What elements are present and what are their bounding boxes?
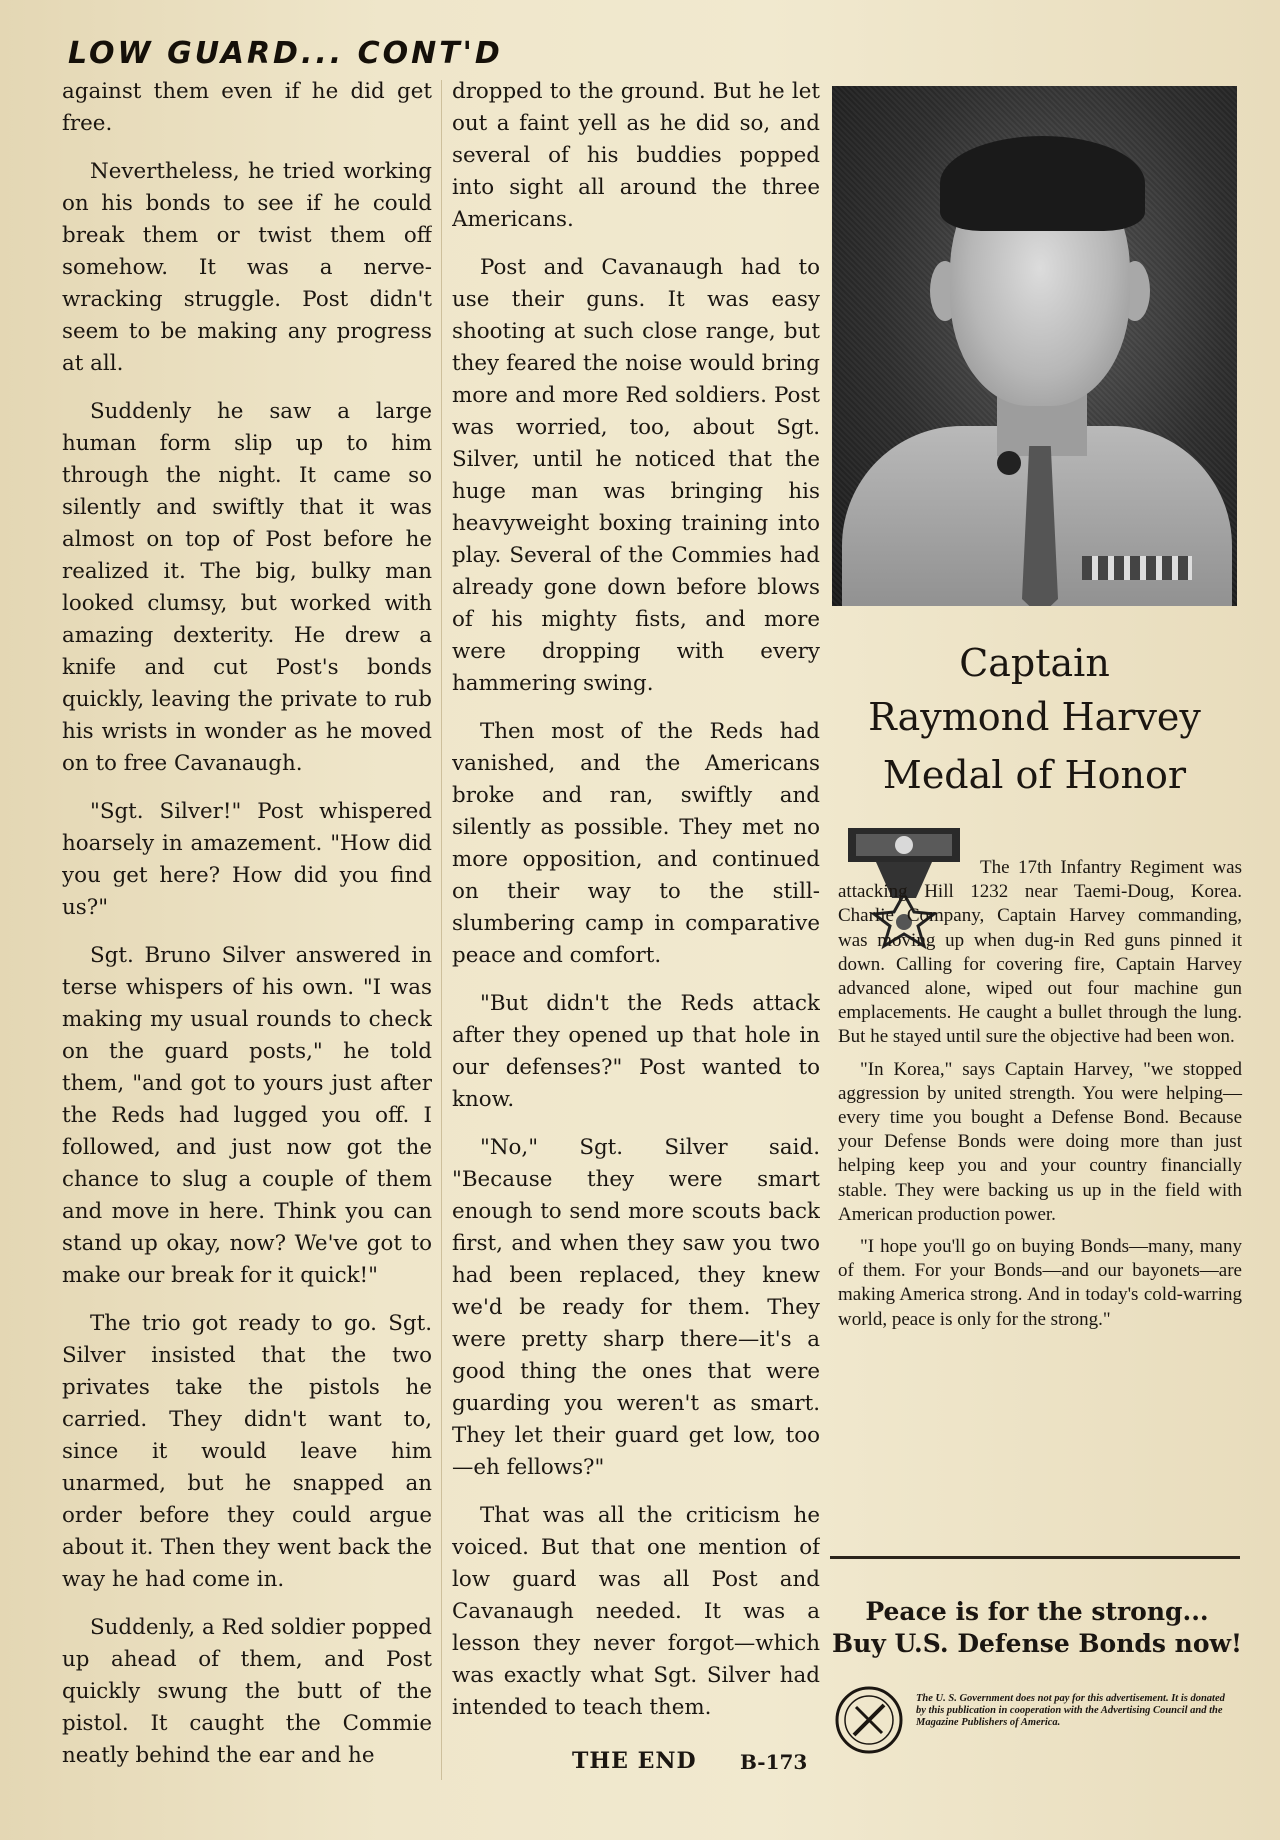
- story-column-2: [452, 76, 820, 1776]
- ad-title-rank: Captain: [959, 641, 1110, 685]
- ad-title-award: Medal of Honor: [882, 753, 1187, 797]
- story-end-label: THE END: [572, 1748, 697, 1774]
- story-paragraph: dropped to the ground. But he let out a faint yell as he did so, and several of his buddies popped into sight all around the three Americans.: [452, 79, 820, 232]
- ad-paragraph: "I hope you'll go on buying Bonds—many, many of them. For your Bonds—and our bayonets—are making America strong. And in today's cold-warring world, peace is only for the strong.": [838, 1236, 1242, 1330]
- story-paragraph: "No," Sgt. Silver said. "Because they were smart enough to send more scouts back first, and when they saw you two had been replaced, they knew we'd be ready for them. They were pretty sharp there—it's a good thing the ones that were guarding you weren't as smart. They let their guard get low, too—eh fellows?": [452, 1135, 820, 1480]
- ad-title-name: Raymond Harvey: [868, 695, 1201, 739]
- story-paragraph: That was all the criticism he voiced. But that one mention of low guard was all Post and Cavanaugh needed. It was a lesson they never forgot—which was exactly what Sgt. Silver had intended to teach them.: [452, 1503, 820, 1720]
- ad-paragraph: "In Korea," says Captain Harvey, "we stopped aggression by united strength. You were helping—every time you bought a Defense Bond. Because your Defense Bonds were doing more than just helping keep you and your country financially stable. They were backing us up in the field with American production power.: [838, 1058, 1242, 1225]
- story-paragraph: Suddenly he saw a large human form slip up to him through the night. It came so silently and swiftly that it was almost on top of Post before he realized it. The big, bulky man looked clumsy, but worked with amazing dexterity. He drew a knife and cut Post's bonds quickly, leaving the private to rub his wrists in wonder as he moved on to free Cavanaugh.: [62, 399, 432, 776]
- ad-slogan-line-1: Peace is for the strong...: [865, 1597, 1209, 1626]
- story-paragraph: against them even if he did get free.: [62, 79, 432, 136]
- ad-body-text: [838, 856, 1242, 1340]
- story-paragraph: Sgt. Bruno Silver answered in terse whispers of his own. "I was making my usual rounds to check on the guard posts," he told them, "and got to yours just after the Reds had lugged you off. I followed, and just now got the chance to slug a couple of them and move in here. Think you can stand up okay, now? We've got to make our break for it quick!": [62, 943, 432, 1288]
- story-paragraph: Nevertheless, he tried working on his bonds to see if he could break them or twist them off somehow. It was a nerve-wracking struggle. Post didn't seem to be making any progress at all.: [62, 159, 432, 376]
- story-paragraph: "Sgt. Silver!" Post whispered hoarsely in amazement. "How did you get here? How did you find us?": [62, 799, 432, 920]
- story-paragraph: The trio got ready to go. Sgt. Silver insisted that the two privates take the pistols he carried. They didn't want to, since it would leave him unarmed, but he snapped an order before they could argue about it. Then they went back the way he had come in.: [62, 1311, 432, 1592]
- ad-divider: [830, 1556, 1240, 1559]
- treasury-seal-icon: [834, 1685, 904, 1755]
- ad-slogan-line-2: Buy U.S. Defense Bonds now!: [832, 1629, 1243, 1658]
- story-paragraph: "But didn't the Reds attack after they opened up that hole in our defenses?" Post wanted to know.: [452, 991, 820, 1112]
- story-column-1: [62, 76, 432, 1776]
- story-paragraph: Suddenly, a Red soldier popped up ahead of them, and Post quickly swung the butt of the pistol. It caught the Commie neatly behind the ear and he: [62, 1615, 432, 1768]
- captain-portrait-photo: [832, 86, 1237, 606]
- ad-disclaimer: The U. S. Government does not pay for this advertisement. It is donated by this publication in cooperation with the Advertising Council and the Magazine Publishers of America.: [916, 1693, 1225, 1728]
- ad-paragraph: The 17th Infantry Regiment was attacking Hill 1232 near Taemi-Doug, Korea. Charlie Company, Captain Harvey commanding, was moving up when dug-in Red guns pinned it down. Calling for covering fire, Captain Harvey advanced alone, wiped out four machine gun emplacements. He caught a bullet through the lung. But he stayed until sure the objective had been won.: [838, 857, 1242, 1048]
- story-paragraph: Then most of the Reds had vanished, and the Americans broke and ran, swiftly and silently as possible. They met no more opposition, and continued on their way to the still-slumbering camp in comparative peace and comfort.: [452, 719, 820, 968]
- column-divider: [441, 80, 442, 1780]
- story-paragraph: Post and Cavanaugh had to use their guns. It was easy shooting at such close range, but they feared the noise would bring more and more Red soldiers. Post was worried, too, about Sgt. Silver, until he noticed that the huge man was bringing his heavyweight boxing training into play. Several of the Commies had already gone down before blows of his mighty fists, and more were dropping with every hammering swing.: [452, 255, 820, 696]
- page-code: B-173: [740, 1750, 808, 1774]
- page-title: LOW GUARD... CONT'D: [68, 36, 503, 71]
